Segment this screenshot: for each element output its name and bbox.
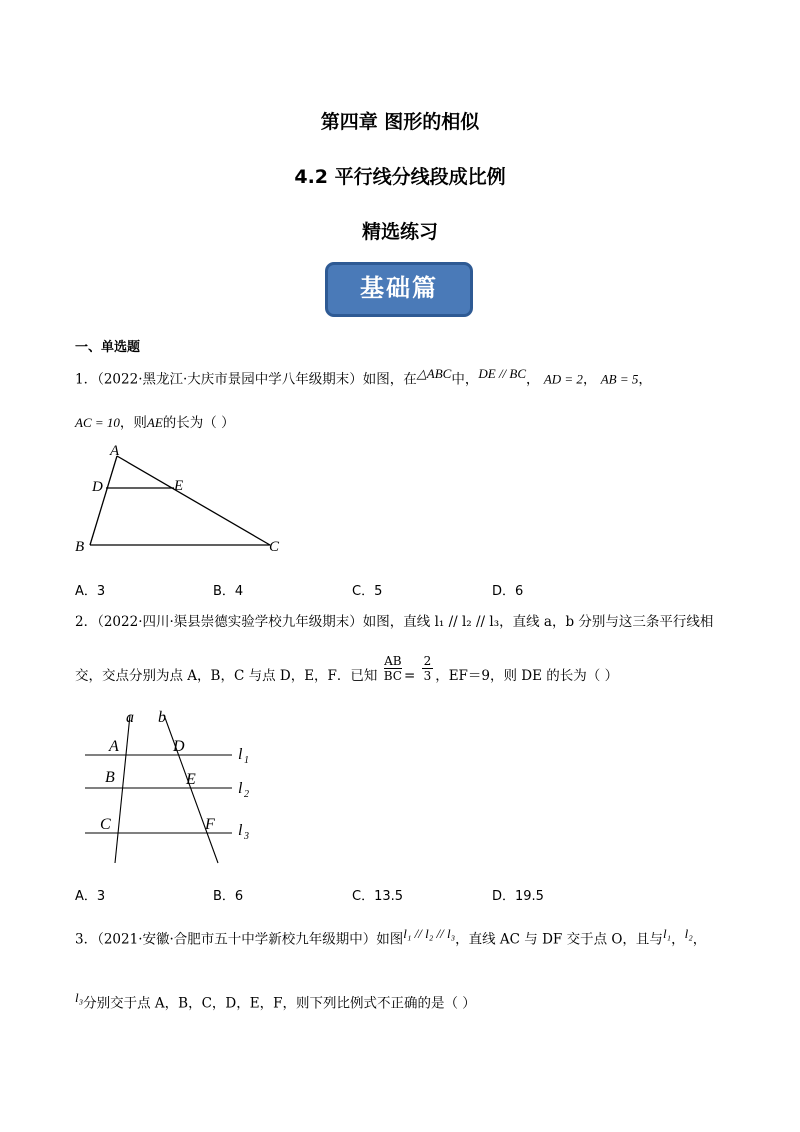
question-1-line-2	[75, 411, 235, 431]
fraction-denominator: BC	[383, 669, 402, 683]
label-f: F	[205, 816, 215, 833]
parallel-condition: l₁ // l₂ // l₃	[403, 926, 456, 941]
label-l2-sub: 2	[244, 789, 249, 800]
q2-option-b: B．6	[213, 889, 244, 904]
question-text: 交，交点分别为点 A，B，C 与点 D，E，F．已知	[75, 668, 378, 684]
ab-value: AB = 5	[600, 371, 639, 387]
line-l1: l₁	[662, 926, 672, 941]
label-d: D	[173, 738, 185, 755]
ad-value: AD = 2	[543, 371, 583, 387]
text: ，则	[119, 415, 147, 431]
question-text: 分别交于点 A，B，C，D，E，F，则下列比例式不正确的是（ ）	[83, 995, 476, 1012]
label-b: B	[105, 769, 115, 786]
label-c: C	[100, 816, 111, 833]
q1-option-d: D．6	[492, 584, 524, 599]
label-l3-sub: 3	[244, 831, 249, 842]
label-a: A	[109, 738, 119, 755]
parallel-lines-figure	[80, 705, 270, 870]
triangle-figure	[70, 438, 290, 560]
question-2-line-2	[75, 652, 618, 692]
question-text: ，直线 AC 与 DF 交于点 O，且与	[455, 931, 663, 948]
comma: ，	[526, 371, 540, 388]
question-text: ，EF＝9，则 DE 的长为（ ）	[435, 668, 619, 684]
question-3-line-1	[75, 926, 706, 948]
fraction-numerator: 2	[423, 654, 432, 668]
triangle-symbol: △ABC	[416, 366, 452, 381]
comma: ，	[671, 931, 685, 948]
q2-option-c: C．13.5	[352, 889, 404, 904]
label-d: D	[92, 479, 103, 495]
q2-option-d: D．19.5	[492, 889, 544, 904]
comma: ，	[638, 371, 652, 388]
chapter-title: 第四章 图形的相似	[320, 111, 480, 133]
question-source: （2021·安徽·合肥市五十中学新校九年级期中）如图	[97, 931, 404, 948]
level-badge: 基础篇	[325, 262, 473, 317]
ac-value: AC = 10	[75, 415, 120, 430]
q1-option-b: B．4	[213, 584, 244, 599]
question-source: （2022·黑龙江·大庆市景园中学八年级期末）如图，在	[97, 371, 417, 388]
label-l1-sub: 1	[244, 755, 249, 766]
question-3-line-2	[75, 990, 476, 1012]
fraction-numerator: AB	[384, 654, 402, 668]
practice-subtitle: 精选练习	[361, 221, 438, 243]
q1-option-c: C．5	[352, 584, 383, 599]
label-e: E	[174, 478, 184, 494]
label-l1: l	[238, 746, 243, 763]
question-text: （2022·四川·渠县崇德实验学校九年级期末）如图，直线 l₁ // l₂ // l₃，直线 a，b 分别与这三条平行线相	[97, 614, 714, 630]
label-c: C	[269, 539, 280, 555]
section-title: 4.2 平行线分线段成比例	[294, 166, 506, 188]
fraction-denominator: 3	[423, 669, 432, 683]
question-1-line-1	[75, 366, 652, 388]
ratio-fraction	[384, 654, 402, 683]
line-l3: l₃	[75, 990, 84, 1005]
label-l2: l	[238, 780, 243, 797]
q1-option-a: A．3	[75, 584, 106, 599]
text: 中，	[451, 371, 479, 388]
value-fraction	[422, 654, 434, 683]
text: 的长为（ ）	[162, 415, 235, 431]
label-line-a: a	[126, 709, 134, 726]
question-type-heading: 一、单选题	[75, 340, 141, 355]
parallel-condition: DE // BC	[478, 366, 527, 381]
label-a: A	[110, 443, 120, 459]
q2-option-a: A．3	[75, 889, 106, 904]
equals-sign: =	[403, 668, 416, 684]
question-number: 3．	[75, 931, 98, 948]
comma: ，	[692, 931, 707, 948]
comma: ，	[582, 371, 597, 388]
label-e: E	[186, 771, 196, 788]
question-number: 2．	[75, 614, 98, 630]
line-l2: l₂	[684, 926, 693, 941]
question-number: 1．	[75, 371, 98, 388]
ae-segment: AE	[146, 415, 163, 430]
question-2-line-1	[75, 610, 713, 630]
label-line-b: b	[158, 709, 166, 726]
label-b: B	[75, 539, 85, 555]
label-l3: l	[238, 822, 243, 839]
